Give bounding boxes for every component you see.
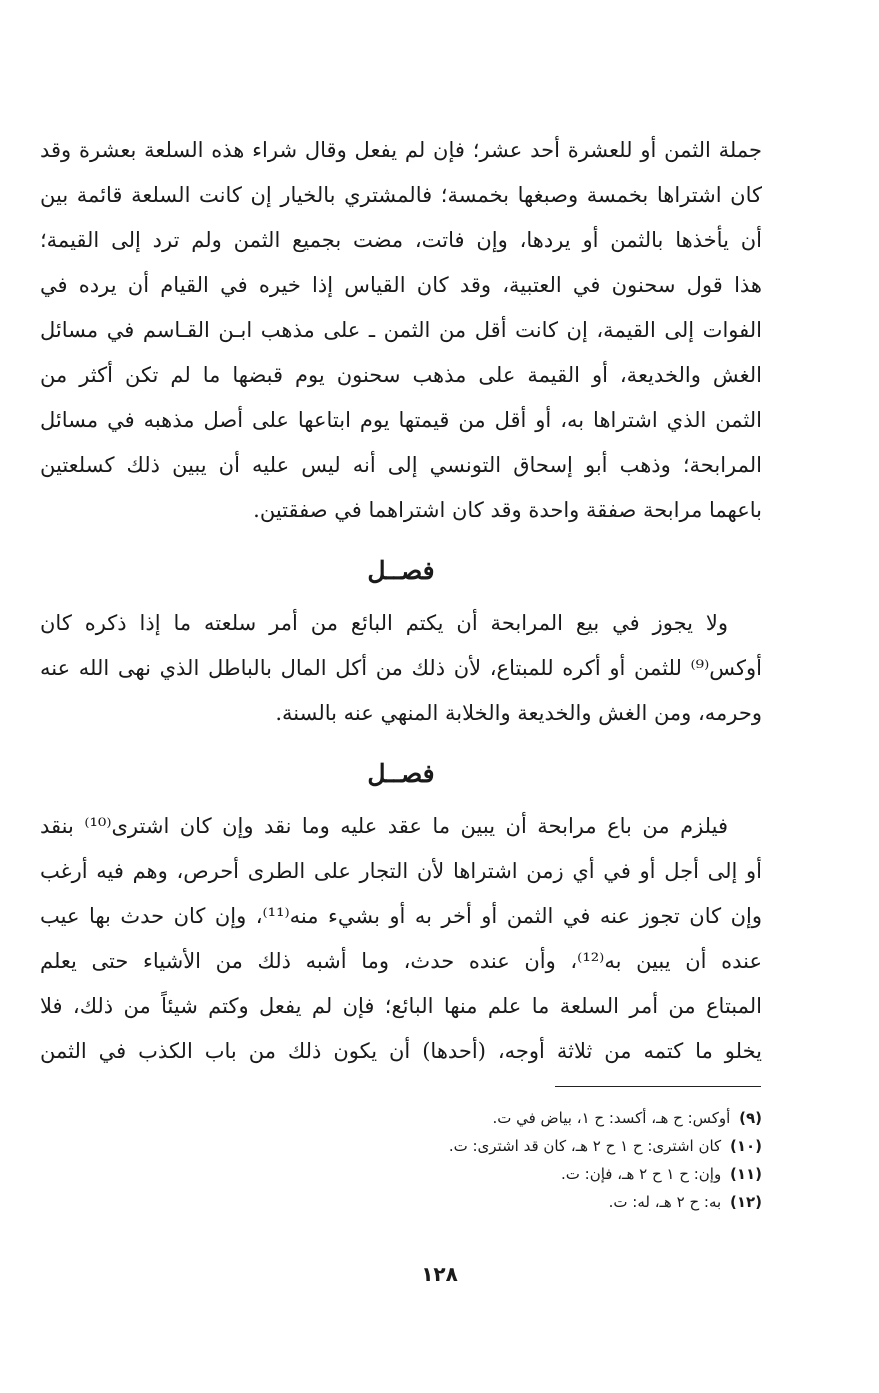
section-heading: فصــل bbox=[367, 759, 435, 788]
text-line: الغش والخديعة، أو القيمة على مذهب سحنون يوم قبضها ما لم تكن أكثر من bbox=[40, 363, 762, 387]
footnote-number: (٩) bbox=[739, 1109, 762, 1127]
footnote-text: كان اشترى: ح ١ ح ٢ هـ، كان قد اشترى: ت. bbox=[448, 1137, 722, 1155]
text-line: الثمن الذي اشتراها به، أو أقل من قيمتها يوم ابتاعها على أصل مذهبه في مسائل bbox=[40, 408, 762, 432]
footnote-separator bbox=[555, 1086, 761, 1087]
footnote-number: (١١) bbox=[729, 1165, 762, 1183]
footnote-text: وإن: ح ١ ح ٢ هـ، فإن: ت. bbox=[560, 1165, 722, 1183]
text-line: أوكس⁽⁹⁾ للثمن أو أكره للمبتاع، لأن ذلك من أكل المال بالباطل الذي نهى الله عنه bbox=[40, 656, 762, 680]
text-line: وحرمه، ومن الغش والخديعة والخلابة المنهي عنه بالسنة. bbox=[275, 701, 762, 725]
page-number: ١٢٨ bbox=[421, 1262, 458, 1286]
footnote-number: (١٢) bbox=[729, 1193, 762, 1211]
footnote-item bbox=[202, 1104, 762, 1132]
paragraph-3 bbox=[40, 804, 762, 1074]
text-line: المرابحة؛ وذهب أبو إسحاق التونسي إلى أنه ليس عليه أن يبين ذلك كسلعتين bbox=[40, 453, 762, 477]
text-line: كان اشتراها بخمسة وصبغها بخمسة؛ فالمشتري بالخيار إن كانت السلعة قائمة بين bbox=[40, 183, 762, 207]
footnote-item bbox=[202, 1188, 762, 1216]
text-line: وإن كان تجوز عنه في الثمن أو أخر به أو بشيء منه⁽¹¹⁾، وإن كان حدث بها عيب bbox=[40, 904, 762, 928]
text-line: عنده أن يبين به⁽¹²⁾، وأن عنده حدث، وما أشبه ذلك من الأشياء حتى يعلم bbox=[40, 949, 762, 973]
paragraph-2 bbox=[40, 601, 762, 736]
text-line: جملة الثمن أو للعشرة أحد عشر؛ فإن لم يفعل وقال شراء هذه السلعة بعشرة وقد bbox=[40, 138, 762, 162]
footnote-item bbox=[202, 1132, 762, 1160]
text-line: أو إلى أجل أو في أي زمن اشتراها لأن التجار على الطرى أحرص، وهم فيه أرغب bbox=[40, 859, 762, 883]
text-line: أن يأخذها بالثمن أو يردها، وإن فاتت، مضت بجميع الثمن ولم ترد إلى القيمة؛ bbox=[40, 228, 762, 252]
footnote-text: أوكس: ح هـ، أكسد: ح ١، بياض في ت. bbox=[492, 1109, 731, 1127]
footnotes bbox=[202, 1104, 762, 1216]
text-line: المبتاع من أمر السلعة ما علم منها البائع؛ فإن لم يفعل وكتم شيئاً من ذلك، فلا bbox=[40, 994, 762, 1018]
text-line: الفوات إلى القيمة، إن كانت أقل من الثمن ـ على مذهب ابـن القـاسم في مسائل bbox=[40, 318, 762, 342]
section-heading: فصــل bbox=[367, 556, 435, 585]
text-line: يخلو ما كتمه من ثلاثة أوجه، (أحدها) أن يكون ذلك من باب الكذب في الثمن bbox=[40, 1039, 762, 1063]
text-line: باعهما مرابحة صفقة واحدة وقد كان اشتراهما في صفقتين. bbox=[253, 498, 762, 522]
footnote-text: به: ح ٢ هـ، له: ت. bbox=[608, 1193, 722, 1211]
text-line: هذا قول سحنون في العتبية، وقد كان القياس إذا خيره في القيام أن يرده في bbox=[40, 273, 762, 297]
footnote-item bbox=[202, 1160, 762, 1188]
text-line: ولا يجوز في بيع المرابحة أن يكتم البائع من أمر سلعته ما إذا ذكره كان bbox=[40, 611, 728, 635]
footnote-number: (١٠) bbox=[729, 1137, 762, 1155]
page-body bbox=[40, 128, 762, 1074]
text-line: فيلزم من باع مرابحة أن يبين ما عقد عليه وما نقد وإن كان اشترى⁽¹⁰⁾ بنقد bbox=[40, 814, 728, 838]
paragraph-1 bbox=[40, 128, 762, 533]
